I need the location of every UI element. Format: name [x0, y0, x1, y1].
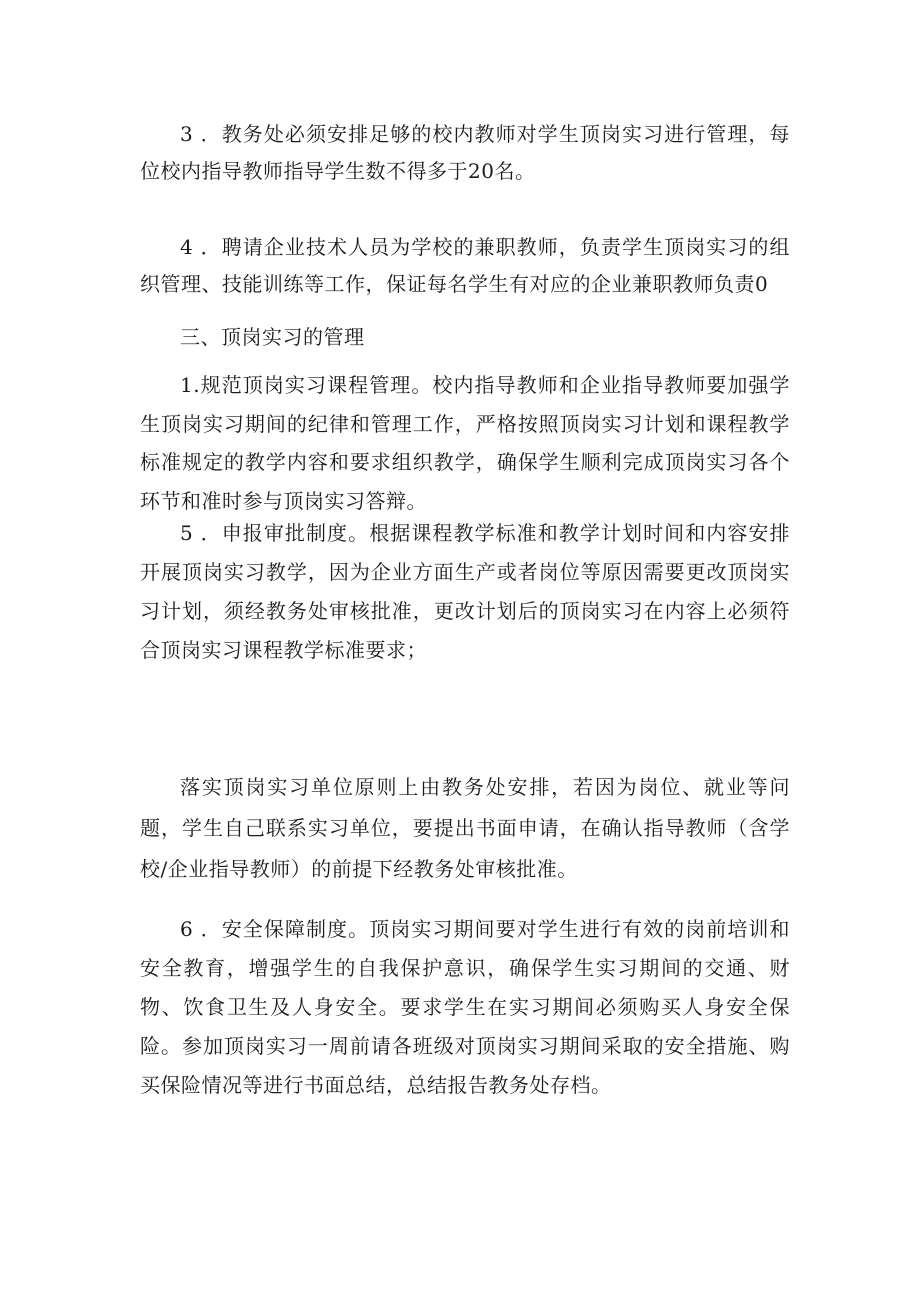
paragraph-enterprise-teachers: 4 ．聘请企业技术人员为学校的兼职教师，负责学生顶岗实习的组织管理、技能训练等工作，保证每名学生有对应的企业兼职教师负责0: [140, 235, 790, 296]
paragraph-teacher-allocation: 3 ．教务处必须安排足够的校内教师对学生顶岗实习进行管理，每位校内指导教师指导学生数不得多于20名。: [140, 122, 790, 183]
paragraph-course-management: 1.规范顶岗实习课程管理。校内指导教师和企业指导教师要加强学生顶岗实习期间的纪律和管理工作，严格按照顶岗实习计划和课程教学标准规定的教学内容和要求组织教学，确保学生顺利完成顶岗实习各个环节和准时参与顶岗实习答辩。: [140, 373, 790, 513]
paragraph-internship-placement: 落实顶岗实习单位原则上由教务处安排，若因为岗位、就业等问题，学生自己联系实习单位，要提出书面申请，在确认指导教师（含学校/企业指导教师）的前提下经教务处审核批准。: [140, 775, 790, 881]
paragraph-safety-system: 6 ．安全保障制度。顶岗实习期间要对学生进行有效的岗前培训和安全教育，增强学生的自我保护意识，确保学生实习期间的交通、财物、饮食卫生及人身安全。要求学生在实习期间必须购买人身安全保险。参加顶岗实习一周前请各班级对顶岗实习期间采取的安全措施、购买保险情况等进行书面总结，总结报告教务处存档。: [140, 917, 790, 1097]
section-heading-management: 三、顶岗实习的管理: [180, 325, 365, 349]
paragraph-approval-system: 5 ．申报审批制度。根据课程教学标准和教学计划时间和内容安排开展顶岗实习教学，因为企业方面生产或者岗位等原因需要更改顶岗实习计划，须经教务处审核批准，更改计划后的顶岗实习在内容上必须符合顶岗实习课程教学标准要求；: [140, 521, 790, 662]
